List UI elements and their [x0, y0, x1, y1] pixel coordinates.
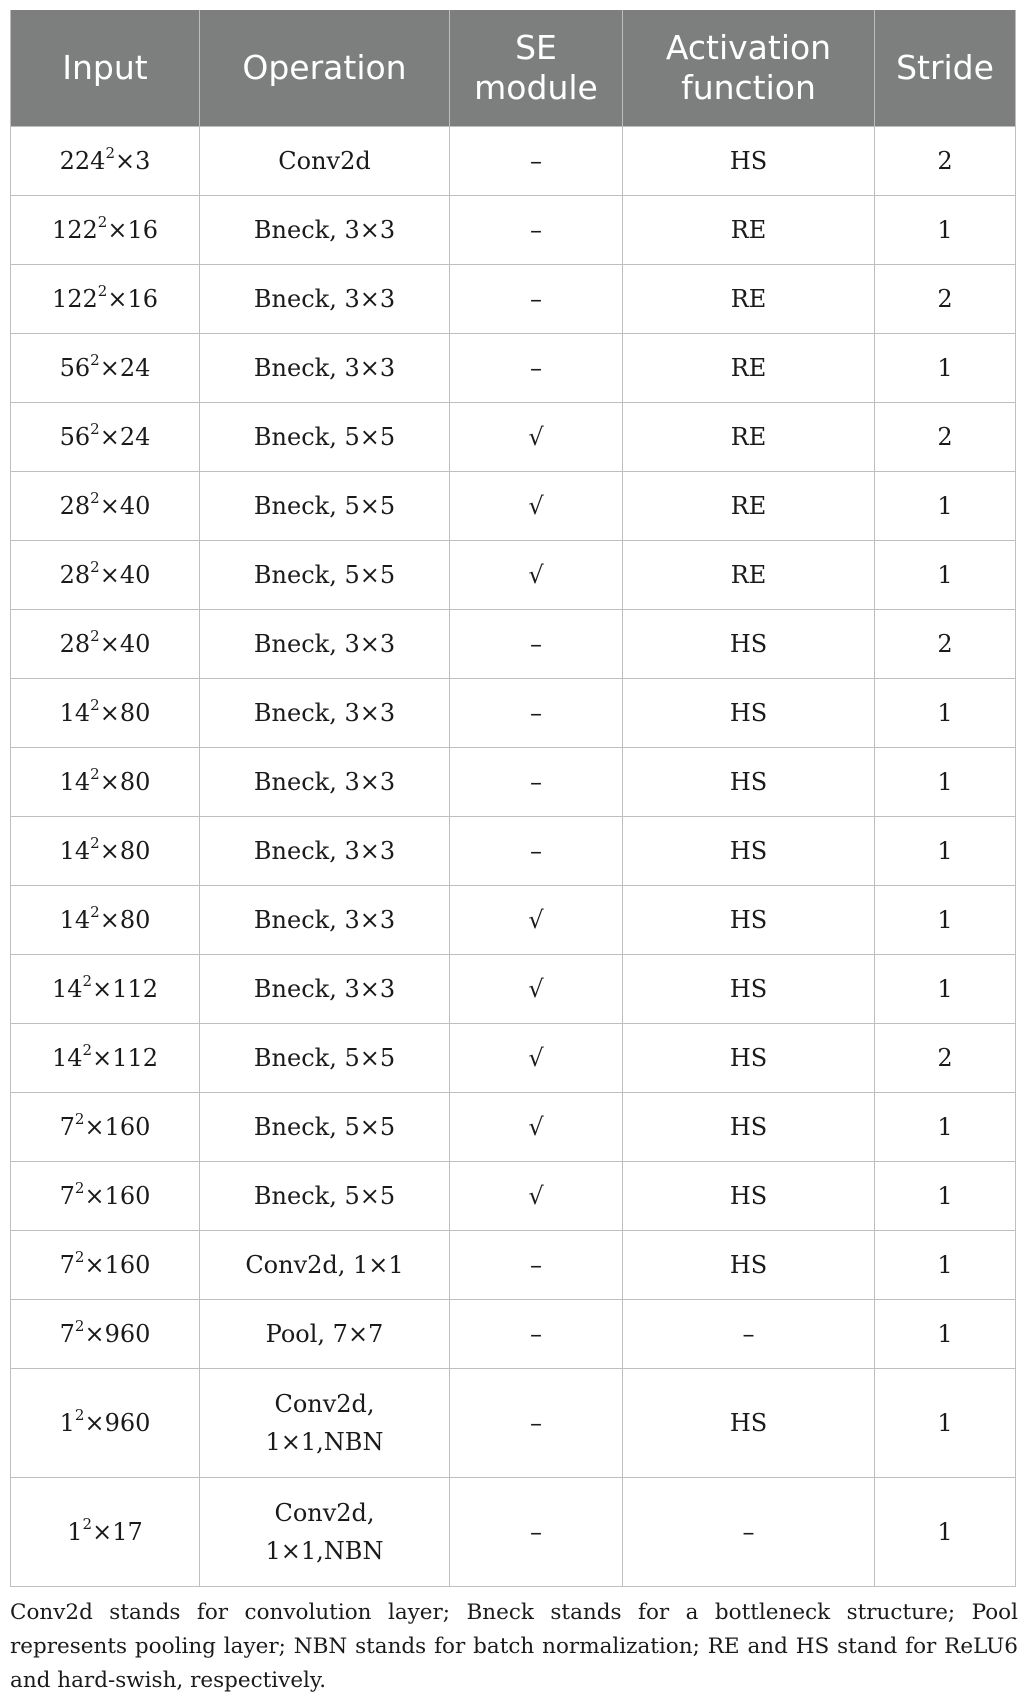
cell-operation: Bneck, 3×3: [200, 334, 450, 403]
table-row: [11, 541, 1016, 610]
cell-se-module: –: [450, 196, 623, 265]
cell-operation: Conv2d: [200, 127, 450, 196]
input-channels: ×16: [107, 216, 158, 244]
input-size: 1: [67, 1518, 83, 1546]
cell-input: [11, 955, 200, 1024]
cell-operation: Bneck, 5×5: [200, 403, 450, 472]
cell-stride: 1: [875, 1300, 1016, 1369]
table-row: [11, 679, 1016, 748]
input-exponent: 2: [105, 144, 115, 162]
table-footnote: Conv2d stands for convolution layer; Bneck stands for a bottleneck structure; Pool represents pooling layer; NBN stands for batch normalization; RE and HS stand for ReLU6 and hard-swish, respectively.: [10, 1600, 1018, 1693]
table-row: [11, 1024, 1016, 1093]
table-row: [11, 1231, 1016, 1300]
table-row: [11, 1369, 1016, 1478]
cell-operation: Bneck, 5×5: [200, 1162, 450, 1231]
input-exponent: 2: [90, 420, 100, 438]
cell-stride: 2: [875, 265, 1016, 334]
input-exponent: 2: [82, 1041, 93, 1059]
cell-stride: 1: [875, 196, 1016, 265]
cell-stride: 1: [875, 1478, 1016, 1587]
cell-input: [11, 1162, 200, 1231]
cell-activation: HS: [623, 1024, 875, 1093]
cell-activation: HS: [623, 610, 875, 679]
table-row: [11, 334, 1016, 403]
input-size: 7: [59, 1251, 75, 1279]
cell-se-module: –: [450, 1369, 623, 1478]
header-stride: Stride: [875, 10, 1016, 127]
cell-activation: HS: [623, 1369, 875, 1478]
cell-activation: HS: [623, 127, 875, 196]
input-size: 56: [59, 423, 91, 451]
cell-input: [11, 127, 200, 196]
cell-input: [11, 472, 200, 541]
cell-input: [11, 541, 200, 610]
input-channels: ×24: [99, 354, 151, 382]
input-size: 14: [51, 1044, 83, 1072]
cell-activation: HS: [623, 679, 875, 748]
input-channels: ×40: [99, 630, 151, 658]
cell-stride: 2: [875, 127, 1016, 196]
cell-se-module: √: [450, 1024, 623, 1093]
cell-activation: HS: [623, 748, 875, 817]
input-exponent: 2: [74, 1179, 85, 1197]
input-size: 122: [51, 285, 98, 313]
cell-operation: Bneck, 3×3: [200, 265, 450, 334]
cell-activation: –: [623, 1300, 875, 1369]
cell-input: [11, 1369, 200, 1478]
table-row: [11, 1300, 1016, 1369]
input-channels: ×3: [114, 147, 151, 175]
cell-se-module: –: [450, 265, 623, 334]
cell-activation: –: [623, 1478, 875, 1587]
cell-se-module: √: [450, 472, 623, 541]
cell-operation: Bneck, 3×3: [200, 196, 450, 265]
cell-activation: RE: [623, 334, 875, 403]
cell-stride: 1: [875, 1369, 1016, 1478]
input-exponent: 2: [74, 1406, 85, 1424]
cell-stride: 1: [875, 886, 1016, 955]
input-size: 28: [59, 630, 91, 658]
input-size: 7: [59, 1182, 75, 1210]
input-channels: ×40: [99, 561, 151, 589]
table-row: [11, 1093, 1016, 1162]
cell-operation: Conv2d, 1×1,NBN: [200, 1478, 450, 1587]
cell-input: [11, 886, 200, 955]
table-row: [11, 1162, 1016, 1231]
cell-activation: HS: [623, 1231, 875, 1300]
cell-operation: Conv2d, 1×1,NBN: [200, 1369, 450, 1478]
input-channels: ×960: [84, 1320, 151, 1348]
input-size: 7: [59, 1320, 75, 1348]
input-channels: ×960: [84, 1409, 151, 1437]
cell-activation: HS: [623, 886, 875, 955]
input-exponent: 2: [90, 489, 100, 507]
cell-stride: 1: [875, 472, 1016, 541]
table-row: [11, 127, 1016, 196]
cell-stride: 1: [875, 1231, 1016, 1300]
cell-se-module: √: [450, 1093, 623, 1162]
cell-se-module: √: [450, 886, 623, 955]
cell-activation: HS: [623, 1093, 875, 1162]
cell-input: [11, 196, 200, 265]
cell-operation: Bneck, 3×3: [200, 817, 450, 886]
input-size: 28: [59, 561, 91, 589]
cell-operation: Conv2d, 1×1: [200, 1231, 450, 1300]
cell-stride: 2: [875, 403, 1016, 472]
input-exponent: 2: [90, 558, 100, 576]
cell-se-module: –: [450, 748, 623, 817]
table-body: [11, 127, 1016, 1587]
table-row: [11, 610, 1016, 679]
cell-se-module: –: [450, 1231, 623, 1300]
input-channels: ×160: [84, 1113, 151, 1141]
cell-se-module: √: [450, 955, 623, 1024]
cell-stride: 1: [875, 955, 1016, 1024]
cell-operation: Bneck, 5×5: [200, 1093, 450, 1162]
table-row: [11, 886, 1016, 955]
cell-se-module: –: [450, 610, 623, 679]
table-row: [11, 748, 1016, 817]
cell-activation: HS: [623, 817, 875, 886]
input-channels: ×80: [99, 906, 151, 934]
cell-stride: 1: [875, 541, 1016, 610]
cell-stride: 1: [875, 748, 1016, 817]
cell-operation: Bneck, 5×5: [200, 472, 450, 541]
input-exponent: 2: [74, 1110, 85, 1128]
cell-activation: RE: [623, 541, 875, 610]
input-size: 14: [59, 699, 91, 727]
cell-stride: 1: [875, 679, 1016, 748]
cell-se-module: –: [450, 1300, 623, 1369]
table-row: [11, 1478, 1016, 1587]
cell-se-module: √: [450, 403, 623, 472]
cell-input: [11, 679, 200, 748]
cell-activation: RE: [623, 196, 875, 265]
cell-operation: Bneck, 3×3: [200, 748, 450, 817]
header-input: Input: [11, 10, 200, 127]
cell-input: [11, 265, 200, 334]
input-exponent: 2: [90, 834, 100, 852]
cell-stride: 1: [875, 334, 1016, 403]
cell-stride: 2: [875, 610, 1016, 679]
cell-se-module: –: [450, 679, 623, 748]
cell-input: [11, 1093, 200, 1162]
table-container: [10, 10, 1015, 1587]
table-row: [11, 265, 1016, 334]
cell-input: [11, 1024, 200, 1093]
input-exponent: 2: [90, 627, 100, 645]
input-channels: ×160: [84, 1182, 151, 1210]
input-exponent: 2: [82, 972, 93, 990]
input-exponent: 2: [74, 1317, 85, 1335]
cell-activation: RE: [623, 265, 875, 334]
cell-stride: 1: [875, 1162, 1016, 1231]
cell-activation: RE: [623, 472, 875, 541]
cell-input: [11, 1300, 200, 1369]
cell-activation: HS: [623, 1162, 875, 1231]
input-size: 122: [51, 216, 98, 244]
input-channels: ×24: [99, 423, 151, 451]
input-channels: ×112: [92, 1044, 158, 1072]
input-size: 56: [59, 354, 91, 382]
input-exponent: 2: [90, 351, 100, 369]
cell-se-module: –: [450, 817, 623, 886]
table-row: [11, 403, 1016, 472]
cell-input: [11, 1478, 200, 1587]
input-exponent: 2: [97, 282, 108, 300]
cell-operation: Bneck, 3×3: [200, 610, 450, 679]
input-size: 14: [59, 837, 91, 865]
cell-operation: Bneck, 3×3: [200, 955, 450, 1024]
input-channels: ×80: [99, 768, 151, 796]
input-exponent: 2: [90, 765, 100, 783]
cell-se-module: √: [450, 541, 623, 610]
input-channels: ×112: [92, 975, 158, 1003]
table-header: [11, 10, 1016, 127]
input-size: 224: [59, 147, 106, 175]
input-size: 28: [59, 492, 91, 520]
input-exponent: 2: [90, 903, 100, 921]
cell-operation: Bneck, 5×5: [200, 1024, 450, 1093]
header-operation: Operation: [200, 10, 450, 127]
input-channels: ×80: [99, 837, 151, 865]
header-row: [11, 10, 1016, 127]
input-exponent: 2: [82, 1515, 93, 1533]
input-size: 1: [59, 1409, 75, 1437]
cell-operation: Bneck, 3×3: [200, 886, 450, 955]
cell-input: [11, 403, 200, 472]
input-size: 14: [59, 768, 91, 796]
input-exponent: 2: [97, 213, 108, 231]
input-channels: ×16: [107, 285, 158, 313]
table-row: [11, 196, 1016, 265]
cell-se-module: –: [450, 1478, 623, 1587]
input-exponent: 2: [74, 1248, 85, 1266]
header-se-module: SE module: [450, 10, 623, 127]
input-channels: ×160: [84, 1251, 151, 1279]
input-channels: ×80: [99, 699, 151, 727]
architecture-table: [10, 10, 1016, 1587]
input-size: 14: [59, 906, 91, 934]
cell-operation: Bneck, 5×5: [200, 541, 450, 610]
cell-input: [11, 748, 200, 817]
table-row: [11, 472, 1016, 541]
cell-activation: HS: [623, 955, 875, 1024]
cell-se-module: √: [450, 1162, 623, 1231]
cell-operation: Pool, 7×7: [200, 1300, 450, 1369]
cell-activation: RE: [623, 403, 875, 472]
cell-input: [11, 610, 200, 679]
header-activation-function: Activation function: [623, 10, 875, 127]
table-row: [11, 817, 1016, 886]
cell-input: [11, 1231, 200, 1300]
input-exponent: 2: [90, 696, 100, 714]
input-size: 14: [51, 975, 83, 1003]
cell-operation: Bneck, 3×3: [200, 679, 450, 748]
table-row: [11, 955, 1016, 1024]
input-size: 7: [59, 1113, 75, 1141]
input-channels: ×17: [92, 1518, 143, 1546]
cell-input: [11, 817, 200, 886]
cell-stride: 2: [875, 1024, 1016, 1093]
cell-stride: 1: [875, 817, 1016, 886]
cell-stride: 1: [875, 1093, 1016, 1162]
input-channels: ×40: [99, 492, 151, 520]
cell-input: [11, 334, 200, 403]
cell-se-module: –: [450, 334, 623, 403]
cell-se-module: –: [450, 127, 623, 196]
